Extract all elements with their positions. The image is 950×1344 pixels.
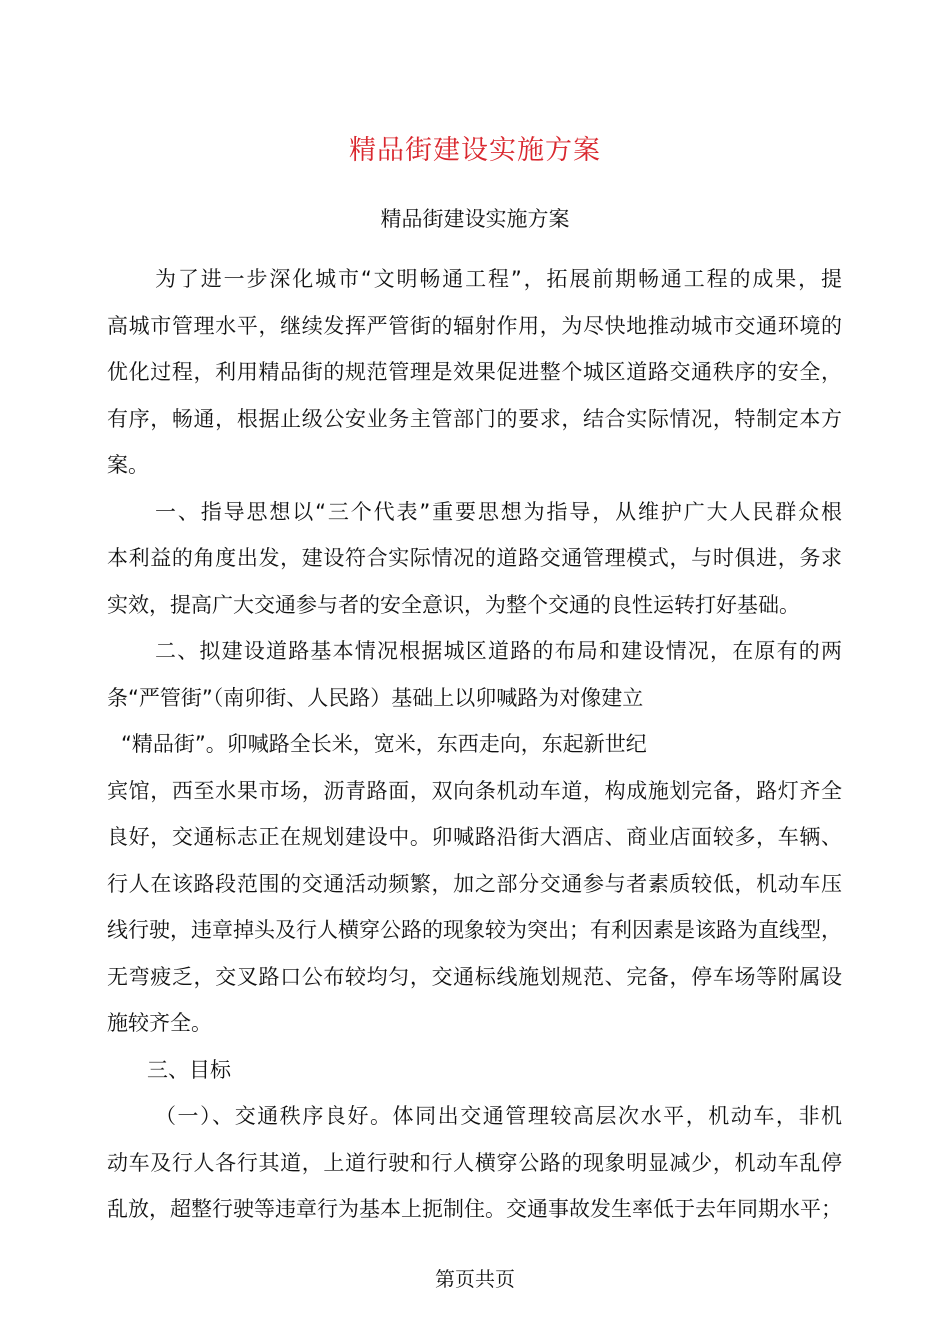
body-line: 本利益的角度出发，建设符合实际情况的道路交通管理模式，与时俱进，务求 xyxy=(107,546,842,570)
body-line: 案。 xyxy=(107,453,149,477)
body-line: 动车及行人各行其道，上道行驶和行人横穿公路的现象明显减少，机动车乱停 xyxy=(107,1150,842,1175)
page-footer: 第页共页 xyxy=(435,1267,515,1291)
body-line: 二、拟建设道路基本情况根据城区道路的布局和建设情况，在原有的两 xyxy=(155,639,842,663)
body-line: 实效，提高广大交通参与者的安全意识，为整个交通的良性运转打好基础。 xyxy=(107,592,800,617)
body-line: 乱放，超整行驶等违章行为基本上扼制住。交通事故发生率低于去年同期水平； xyxy=(107,1197,842,1221)
body-line: 三、目标 xyxy=(147,1057,231,1082)
body-line: “精品街”。卯喊路全长米，宽米，东西走向，东起新世纪 xyxy=(121,732,647,756)
body-line: 良好，交通标志正在规划建设中。卯喊路沿街大酒店、商业店面较多，车辆、 xyxy=(107,825,842,849)
body-line: 无弯疲乏，交叉路口公布较均匀，交通标线施划规范、完备，停车场等附属设 xyxy=(107,964,842,989)
body-line: 高城市管理水平，继续发挥严管街的辐射作用，为尽快地推动城市交通环境的 xyxy=(107,313,842,338)
body-line: 施较齐全。 xyxy=(107,1011,212,1035)
body-line: 条“严管街”（南卯街、人民路）基础上以卯喊路为对像建立 xyxy=(107,685,644,710)
document-subtitle: 精品街建设实施方案 xyxy=(380,207,570,231)
document-body xyxy=(107,256,842,1233)
body-line: 有序，畅通，根据止级公安业务主管部门的要求，结合实际情况，特制定本方 xyxy=(107,406,842,431)
body-line: 线行驶，违章掉头及行人横穿公路的现象较为突出；有利因素是该路为直线型， xyxy=(107,918,842,942)
body-line: 为了进一步深化城市“文明畅通工程”，拓展前期畅通工程的成果，提 xyxy=(155,267,842,291)
body-line: 优化过程，利用精品街的规范管理是效果促进整个城区道路交通秩序的安全， xyxy=(107,360,842,384)
body-line: 一、指导思想以“三个代表”重要思想为指导，从维护广大人民群众根 xyxy=(155,499,842,524)
body-line: 行人在该路段范围的交通活动频繁，加之部分交通参与者素质较低，机动车压 xyxy=(107,871,842,896)
document-title: 精品街建设实施方案 xyxy=(349,135,601,166)
body-line: （一）、交通秩序良好。体同出交通管理较高层次水平，机动车，非机 xyxy=(155,1104,842,1128)
body-line: 宾馆，西至水果市场，沥青路面，双向条机动车道，构成施划完备，路灯齐全 xyxy=(107,778,842,803)
